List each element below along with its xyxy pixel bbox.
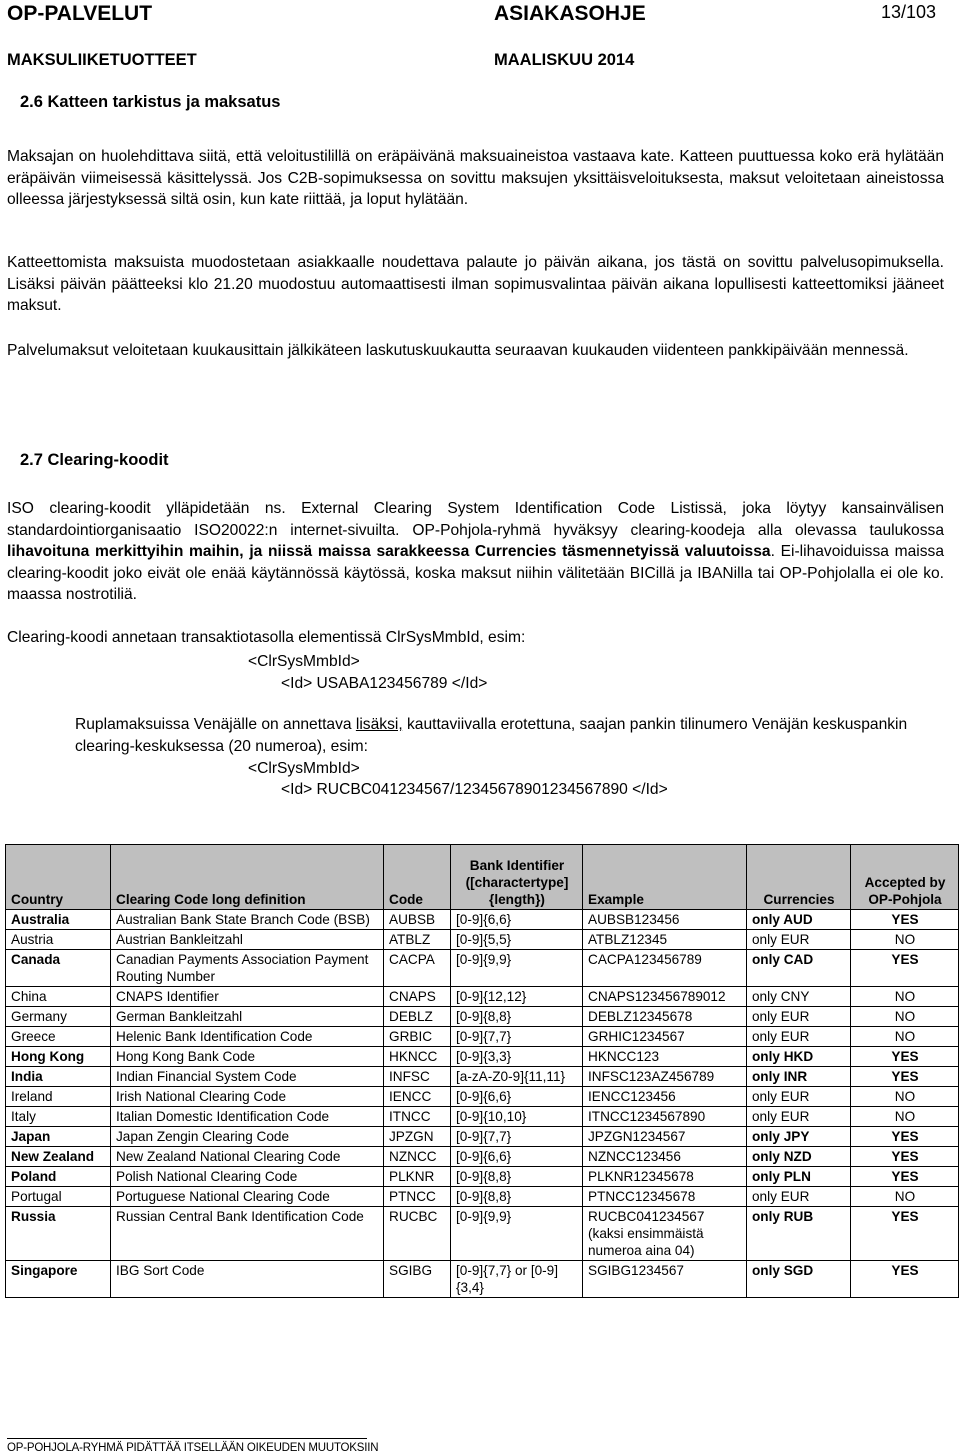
cell-code: AUBSB xyxy=(384,910,451,930)
cell-accepted: YES xyxy=(851,1067,959,1087)
cell-example: SGIBG1234567 xyxy=(583,1261,747,1298)
cell-code: PLKNR xyxy=(384,1167,451,1187)
table-row xyxy=(6,1167,959,1187)
cell-country: India xyxy=(6,1067,111,1087)
cell-currencies: only NZD xyxy=(747,1147,851,1167)
cell-accepted: YES xyxy=(851,1147,959,1167)
cell-definition: Portuguese National Clearing Code xyxy=(111,1187,384,1207)
table-header-row xyxy=(6,845,959,910)
cell-accepted: NO xyxy=(851,1107,959,1127)
column-header-definition: Clearing Code long definition xyxy=(111,845,384,910)
cell-currencies: only CNY xyxy=(747,987,851,1007)
column-header-example: Example xyxy=(583,845,747,910)
cell-currencies: only PLN xyxy=(747,1167,851,1187)
cell-currencies: only EUR xyxy=(747,1107,851,1127)
cell-identifier: [0-9]{8,8} xyxy=(451,1187,583,1207)
cell-currencies: only AUD xyxy=(747,910,851,930)
cell-code: JPZGN xyxy=(384,1127,451,1147)
cell-currencies: only CAD xyxy=(747,950,851,987)
cell-accepted: YES xyxy=(851,1207,959,1261)
cell-code: HKNCC xyxy=(384,1047,451,1067)
paragraph-service-fees: Palvelumaksut veloitetaan kuukausittain jälkikäteen laskutuskuukautta seuraavan kuukauden viidenteen pankkipäivään mennessä. xyxy=(7,342,909,359)
cell-country: Germany xyxy=(6,1007,111,1027)
text-segment: ISO clearing-koodit ylläpidetään ns. External Clearing System Identification Code Listissä, joka löytyy kansainvälisen standardointiorganisaatio ISO20022:n internet-sivuilta. OP-Pohjola-ryhmä hyväksyy clearing-koodeja alla olevassa taulukossa xyxy=(7,500,944,539)
cell-example: PTNCC12345678 xyxy=(583,1187,747,1207)
cell-code: PTNCC xyxy=(384,1187,451,1207)
cell-definition: CNAPS Identifier xyxy=(111,987,384,1007)
cell-definition: Australian Bank State Branch Code (BSB) xyxy=(111,910,384,930)
table-row xyxy=(6,910,959,930)
paragraph-clrsysmmbid: Clearing-koodi annetaan transaktiotasolla elementissä ClrSysMmbId, esim: xyxy=(7,629,526,646)
cell-currencies: only HKD xyxy=(747,1047,851,1067)
clearing-code-table xyxy=(5,844,958,1298)
column-header-accepted: Accepted by OP-Pohjola xyxy=(851,845,959,910)
cell-accepted: NO xyxy=(851,1007,959,1027)
header-center-title: ASIAKASOHJE xyxy=(494,2,646,25)
code-example-id-2: <Id> RUCBC041234567/12345678901234567890 </Id> xyxy=(281,781,668,798)
cell-example: CNAPS123456789012 xyxy=(583,987,747,1007)
cell-example: PLKNR12345678 xyxy=(583,1167,747,1187)
cell-country: Australia xyxy=(6,910,111,930)
paragraph-coverage-check: Maksajan on huolehdittava siitä, että veloitustilillä on eräpäivänä maksuaineistoa vastaava kate. Katteen puuttuessa koko erä hylätään eräpäivän viimeisessä käsittelyssä. Jos C2B-sopimuksessa on sovittu maksujen yksittäisveloituksesta, maksut veloitetaan aineistossa olleessa järjestyksessä siltä osin, kun kate riittää, ja loput hylätään. xyxy=(7,148,944,209)
header-date: MAALISKUU 2014 xyxy=(494,51,635,69)
cell-example: IENCC123456 xyxy=(583,1087,747,1107)
cell-country: Russia xyxy=(6,1207,111,1261)
column-header-currencies: Currencies xyxy=(747,845,851,910)
cell-currencies: only JPY xyxy=(747,1127,851,1147)
code-example-open-tag-2: <ClrSysMmbId> xyxy=(248,760,360,777)
cell-identifier: [0-9]{3,3} xyxy=(451,1047,583,1067)
table-row xyxy=(6,1047,959,1067)
cell-definition: Canadian Payments Association Payment Routing Number xyxy=(111,950,384,987)
table-row xyxy=(6,930,959,950)
cell-example: HKNCC123 xyxy=(583,1047,747,1067)
cell-accepted: YES xyxy=(851,910,959,930)
cell-currencies: only SGD xyxy=(747,1261,851,1298)
cell-example: AUBSB123456 xyxy=(583,910,747,930)
paragraph-ruble-payments xyxy=(75,714,935,757)
cell-definition: German Bankleitzahl xyxy=(111,1007,384,1027)
cell-country: Hong Kong xyxy=(6,1047,111,1067)
cell-code: NZNCC xyxy=(384,1147,451,1167)
cell-example: DEBLZ12345678 xyxy=(583,1007,747,1027)
cell-country: Austria xyxy=(6,930,111,950)
cell-definition: Italian Domestic Identification Code xyxy=(111,1107,384,1127)
table-row xyxy=(6,1261,959,1298)
cell-definition: Austrian Bankleitzahl xyxy=(111,930,384,950)
cell-identifier: [0-9]{6,6} xyxy=(451,1087,583,1107)
cell-country: Singapore xyxy=(6,1261,111,1298)
cell-accepted: NO xyxy=(851,987,959,1007)
cell-identifier: [0-9]{9,9} xyxy=(451,1207,583,1261)
cell-code: ITNCC xyxy=(384,1107,451,1127)
cell-identifier: [0-9]{8,8} xyxy=(451,1167,583,1187)
cell-accepted: YES xyxy=(851,1127,959,1147)
cell-accepted: NO xyxy=(851,1087,959,1107)
cell-country: China xyxy=(6,987,111,1007)
cell-code: CACPA xyxy=(384,950,451,987)
cell-identifier: [0-9]{6,6} xyxy=(451,910,583,930)
cell-currencies: only EUR xyxy=(747,1027,851,1047)
footer-divider xyxy=(7,1438,367,1439)
cell-example: ATBLZ12345 xyxy=(583,930,747,950)
cell-definition: Hong Kong Bank Code xyxy=(111,1047,384,1067)
cell-currencies: only EUR xyxy=(747,1187,851,1207)
cell-country: Ireland xyxy=(6,1087,111,1107)
cell-example: ITNCC1234567890 xyxy=(583,1107,747,1127)
footer-notice: OP-POHJOLA-RYHMÄ PIDÄTTÄÄ ITSELLÄÄN OIKEUDEN MUUTOKSIIN xyxy=(7,1442,379,1454)
paragraph-uncovered-payments: Katteettomista maksuista muodostetaan asiakkaalle noudettava palaute jo päivän aikana, jos tästä on sovittu palvelusopimuksella. Lisäksi päivän päätteeksi klo 21.20 muodostuu automaattisesti ilman sopimusvalintaa päivän aikana lopullisesti katteettomiksi jääneet maksut. xyxy=(7,254,944,315)
underlined-text: lisäksi, xyxy=(355,716,403,733)
table-row xyxy=(6,1207,959,1261)
cell-code: GRBIC xyxy=(384,1027,451,1047)
cell-code: DEBLZ xyxy=(384,1007,451,1027)
cell-example: NZNCC123456 xyxy=(583,1147,747,1167)
cell-accepted: NO xyxy=(851,1027,959,1047)
cell-code: CNAPS xyxy=(384,987,451,1007)
cell-example: GRHIC1234567 xyxy=(583,1027,747,1047)
cell-definition: New Zealand National Clearing Code xyxy=(111,1147,384,1167)
section-heading-2-6: 2.6 Katteen tarkistus ja maksatus xyxy=(20,93,281,111)
bold-text-segment: lihavoituna merkittyihin maihin, ja niissä maissa sarakkeessa Currencies täsmennetyissä valuutoissa xyxy=(7,543,771,561)
cell-identifier: [0-9]{12,12} xyxy=(451,987,583,1007)
header-left-title: OP-PALVELUT xyxy=(7,2,153,25)
cell-definition: Indian Financial System Code xyxy=(111,1067,384,1087)
cell-identifier: [0-9]{6,6} xyxy=(451,1147,583,1167)
paragraph-iso-clearing-codes xyxy=(7,498,944,606)
cell-definition: Helenic Bank Identification Code xyxy=(111,1027,384,1047)
cell-definition: Irish National Clearing Code xyxy=(111,1087,384,1107)
cell-example: RUCBC041234567 (kaksi ensimmäistä numeroa aina 04) xyxy=(583,1207,747,1261)
page-number: 13/103 xyxy=(881,2,937,22)
table-row xyxy=(6,1147,959,1167)
column-header-code: Code xyxy=(384,845,451,910)
section-heading-2-7: 2.7 Clearing-koodit xyxy=(20,451,169,469)
cell-country: Italy xyxy=(6,1107,111,1127)
cell-currencies: only EUR xyxy=(747,1087,851,1107)
cell-identifier: [a-zA-Z0-9]{11,11} xyxy=(451,1067,583,1087)
table-row xyxy=(6,1187,959,1207)
code-example-open-tag: <ClrSysMmbId> xyxy=(248,653,360,670)
cell-accepted: YES xyxy=(851,1261,959,1298)
cell-currencies: only RUB xyxy=(747,1207,851,1261)
cell-code: INFSC xyxy=(384,1067,451,1087)
cell-currencies: only EUR xyxy=(747,930,851,950)
cell-country: New Zealand xyxy=(6,1147,111,1167)
column-header-bank-identifier: Bank Identifier ([charactertype] {length}) xyxy=(451,845,583,910)
table-row xyxy=(6,1087,959,1107)
cell-identifier: [0-9]{9,9} xyxy=(451,950,583,987)
cell-definition: Japan Zengin Clearing Code xyxy=(111,1127,384,1147)
cell-example: JPZGN1234567 xyxy=(583,1127,747,1147)
cell-currencies: only INR xyxy=(747,1067,851,1087)
cell-country: Canada xyxy=(6,950,111,987)
cell-currencies: only EUR xyxy=(747,1007,851,1027)
cell-example: CACPA123456789 xyxy=(583,950,747,987)
cell-country: Poland xyxy=(6,1167,111,1187)
cell-code: SGIBG xyxy=(384,1261,451,1298)
cell-identifier: [0-9]{10,10} xyxy=(451,1107,583,1127)
column-header-country: Country xyxy=(6,845,111,910)
table-row xyxy=(6,1067,959,1087)
header-subtitle: MAKSULIIKETUOTTEET xyxy=(7,51,197,69)
cell-code: IENCC xyxy=(384,1087,451,1107)
cell-country: Japan xyxy=(6,1127,111,1147)
cell-identifier: [0-9]{7,7} xyxy=(451,1127,583,1147)
cell-identifier: [0-9]{7,7} xyxy=(451,1027,583,1047)
table-row xyxy=(6,1007,959,1027)
cell-example: INFSC123AZ456789 xyxy=(583,1067,747,1087)
cell-accepted: YES xyxy=(851,950,959,987)
cell-country: Portugal xyxy=(6,1187,111,1207)
cell-definition: IBG Sort Code xyxy=(111,1261,384,1298)
cell-identifier: [0-9]{8,8} xyxy=(451,1007,583,1027)
table-body xyxy=(6,910,959,1298)
table-row xyxy=(6,950,959,987)
cell-code: ATBLZ xyxy=(384,930,451,950)
table-row xyxy=(6,1127,959,1147)
cell-definition: Polish National Clearing Code xyxy=(111,1167,384,1187)
cell-accepted: NO xyxy=(851,1187,959,1207)
table-row xyxy=(6,1027,959,1047)
code-example-id: <Id> USABA123456789 </Id> xyxy=(281,675,488,692)
table-row xyxy=(6,987,959,1007)
cell-definition: Russian Central Bank Identification Code xyxy=(111,1207,384,1261)
text-segment: kauttaviivalla erotettuna, saajan pankin tilinumero Venäjän keskuspankin clearing-keskuksessa (20 numeroa), esim: xyxy=(75,716,908,755)
cell-accepted: NO xyxy=(851,930,959,950)
cell-code: RUCBC xyxy=(384,1207,451,1261)
table-row xyxy=(6,1107,959,1127)
cell-accepted: YES xyxy=(851,1047,959,1067)
cell-accepted: YES xyxy=(851,1167,959,1187)
text-segment: . Ei-lihavoiduissa maissa clearing-koodit joko eivät ole enää käytännössä käytössä, koska maksut niihin välitetään BICillä ja IBANilla tai OP-Pohjolalla ei ole ko. maassa nostrotiliä. xyxy=(7,543,945,604)
text-segment: Ruplamaksuissa Venäjälle on annettava xyxy=(75,716,356,733)
cell-country: Greece xyxy=(6,1027,111,1047)
cell-identifier: [0-9]{5,5} xyxy=(451,930,583,950)
cell-identifier: [0-9]{7,7} or [0-9]{3,4} xyxy=(451,1261,583,1298)
